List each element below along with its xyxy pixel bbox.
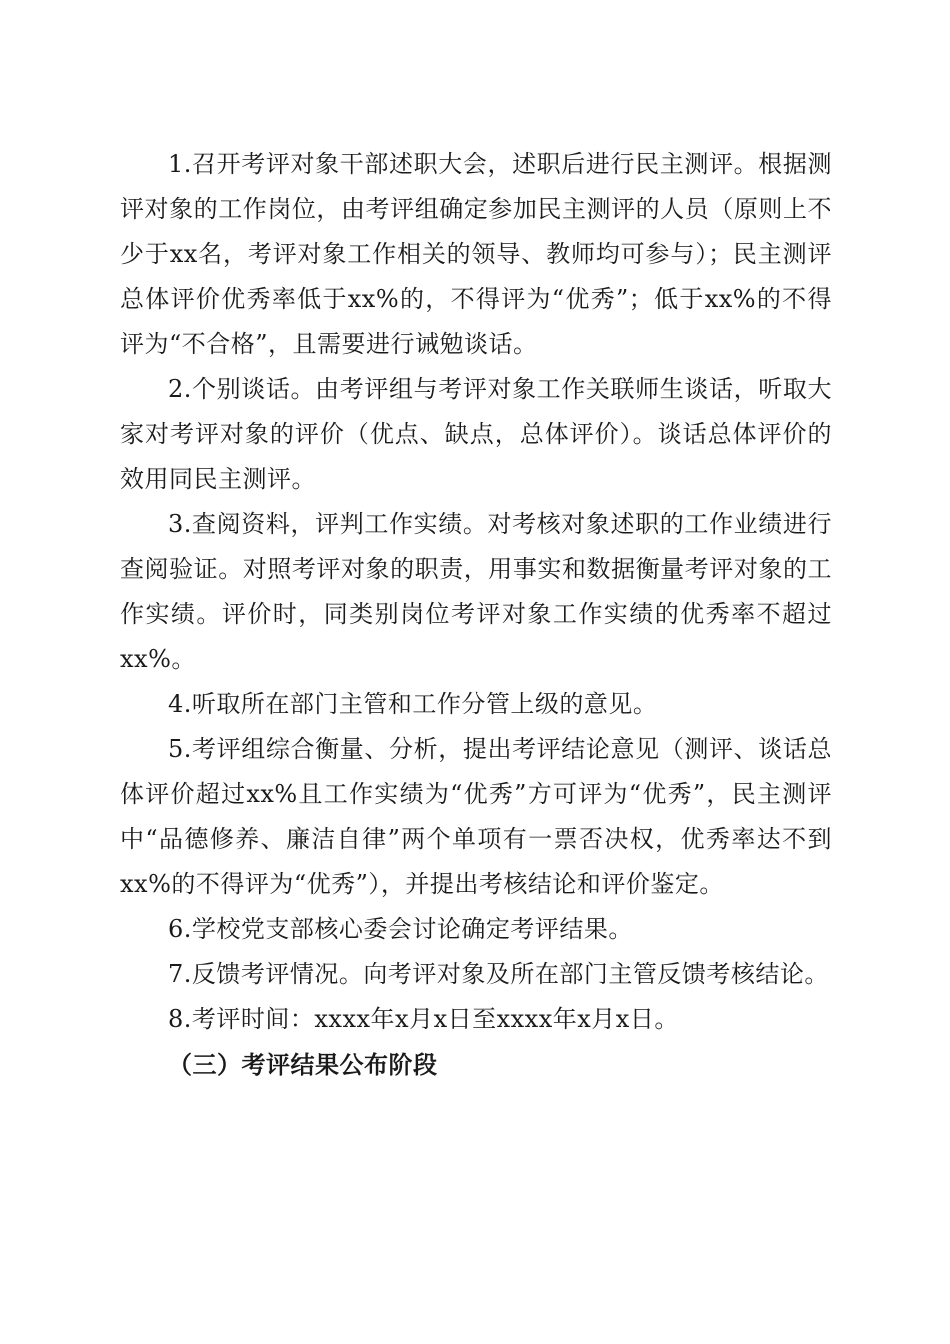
paragraph-item-2: 2.个别谈话。由考评组与考评对象工作关联师生谈话，听取大家对考评对象的评价（优点、缺点，总体评价）。谈话总体评价的效用同民主测评。 [120, 375, 832, 493]
paragraph-item-6: 6.学校党支部核心委会讨论确定考评结果。 [168, 915, 633, 943]
document-body [120, 142, 832, 1087]
paragraph-item-7: 7.反馈考评情况。向考评对象及所在部门主管反馈考核结论。 [168, 960, 829, 988]
paragraph-item-8: 8.考评时间：xxxx年x月x日至xxxx年x月x日。 [168, 1005, 679, 1033]
paragraph-item-5: 5.考评组综合衡量、分析，提出考评结论意见（测评、谈话总体评价超过xx%且工作实绩为“优秀”方可评为“优秀”，民主测评中“品德修养、廉洁自律”两个单项有一票否决权，优秀率达不到xx%的不得评为“优秀”），并提出考核结论和评价鉴定。 [120, 735, 832, 898]
paragraph-item-4: 4.听取所在部门主管和工作分管上级的意见。 [168, 690, 658, 718]
paragraph-item-3: 3.查阅资料，评判工作实绩。对考核对象述职的工作业绩进行查阅验证。对照考评对象的职责，用事实和数据衡量考评对象的工作实绩。评价时，同类别岗位考评对象工作实绩的优秀率不超过xx%。 [120, 510, 832, 673]
paragraph-item-1: 1.召开考评对象干部述职大会，述职后进行民主测评。根据测评对象的工作岗位，由考评组确定参加民主测评的人员（原则上不少于xx名，考评对象工作相关的领导、教师均可参与）；民主测评总体评价优秀率低于xx%的，不得评为“优秀”；低于xx%的不得评为“不合格”，且需要进行诫勉谈话。 [120, 150, 832, 358]
section-heading: （三）考评结果公布阶段 [168, 1050, 438, 1079]
